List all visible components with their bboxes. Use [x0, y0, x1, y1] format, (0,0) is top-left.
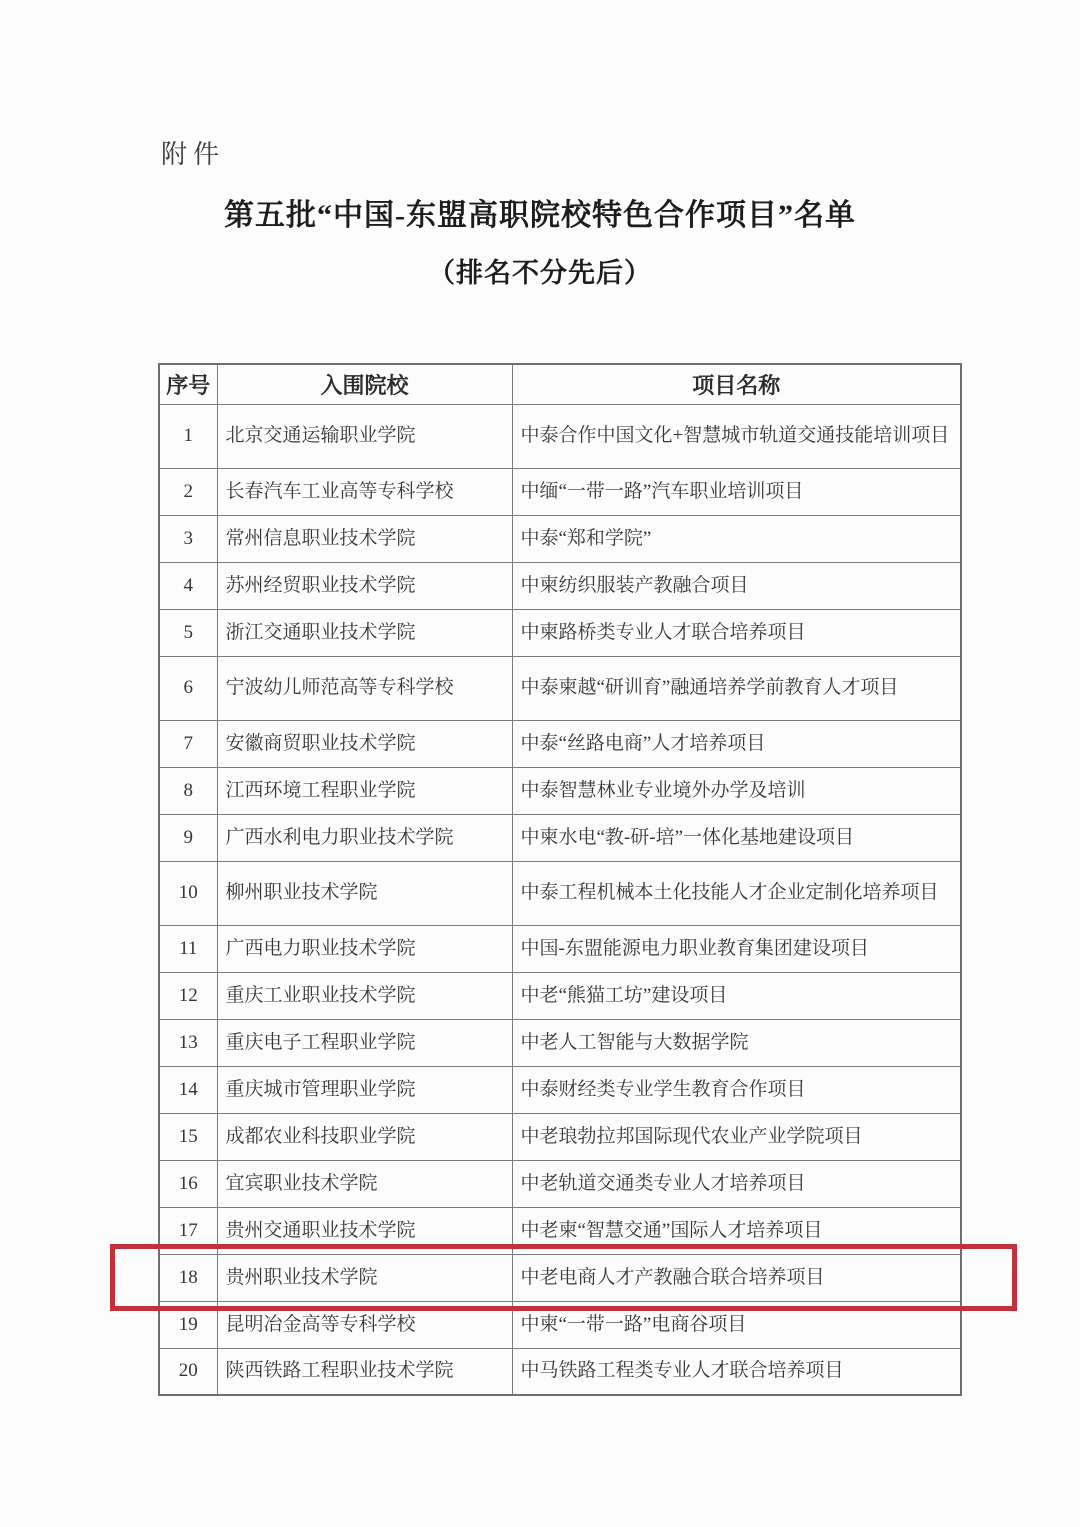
project-name: 中柬路桥类专业人才联合培养项目: [512, 609, 961, 656]
row-number: 5: [159, 609, 217, 656]
project-name: 中泰智慧林业专业境外办学及培训: [512, 767, 961, 814]
school-name: 安徽商贸职业技术学院: [217, 720, 512, 767]
school-name: 昆明冶金高等专科学校: [217, 1301, 512, 1348]
project-name: 中泰柬越“研训育”融通培养学前教育人才项目: [512, 656, 961, 720]
row-number: 2: [159, 468, 217, 515]
document-title: 第五批“中国-东盟高职院校特色合作项目”名单: [224, 199, 856, 232]
school-name: 贵州职业技术学院: [217, 1254, 512, 1301]
school-name: 贵州交通职业技术学院: [217, 1207, 512, 1254]
column-header-school: 入围院校: [217, 364, 512, 404]
row-number: 20: [159, 1348, 217, 1395]
school-name: 长春汽车工业高等专科学校: [217, 468, 512, 515]
school-name: 成都农业科技职业学院: [217, 1113, 512, 1160]
table-row: [159, 515, 961, 562]
row-number: 17: [159, 1207, 217, 1254]
row-number: 16: [159, 1160, 217, 1207]
school-name: 广西电力职业技术学院: [217, 925, 512, 972]
row-number: 13: [159, 1019, 217, 1066]
school-name: 浙江交通职业技术学院: [217, 609, 512, 656]
table-row: [159, 1254, 961, 1301]
table-row: [159, 1160, 961, 1207]
table-header-row: [159, 364, 961, 404]
row-number: 8: [159, 767, 217, 814]
row-number: 3: [159, 515, 217, 562]
project-name: 中老人工智能与大数据学院: [512, 1019, 961, 1066]
table-row: [159, 767, 961, 814]
table-row: [159, 1019, 961, 1066]
row-number: 6: [159, 656, 217, 720]
school-name: 宁波幼儿师范高等专科学校: [217, 656, 512, 720]
project-name: 中老轨道交通类专业人才培养项目: [512, 1160, 961, 1207]
project-name: 中泰合作中国文化+智慧城市轨道交通技能培训项目: [512, 404, 961, 468]
column-header-number: 序号: [159, 364, 217, 404]
school-name: 陕西铁路工程职业技术学院: [217, 1348, 512, 1395]
table-row: [159, 404, 961, 468]
school-name: 重庆工业职业技术学院: [217, 972, 512, 1019]
table-row: [159, 1348, 961, 1395]
row-number: 18: [159, 1254, 217, 1301]
school-name: 江西环境工程职业学院: [217, 767, 512, 814]
row-number: 15: [159, 1113, 217, 1160]
school-name: 常州信息职业技术学院: [217, 515, 512, 562]
table-row: [159, 861, 961, 925]
row-number: 19: [159, 1301, 217, 1348]
project-name: 中柬“一带一路”电商谷项目: [512, 1301, 961, 1348]
row-number: 14: [159, 1066, 217, 1113]
table-row: [159, 1301, 961, 1348]
project-name: 中国-东盟能源电力职业教育集团建设项目: [512, 925, 961, 972]
school-name: 重庆城市管理职业学院: [217, 1066, 512, 1113]
school-name: 广西水利电力职业技术学院: [217, 814, 512, 861]
project-name: 中马铁路工程类专业人才联合培养项目: [512, 1348, 961, 1395]
table-row: [159, 1113, 961, 1160]
row-number: 7: [159, 720, 217, 767]
project-name: 中泰“郑和学院”: [512, 515, 961, 562]
project-name: 中老柬“智慧交通”国际人才培养项目: [512, 1207, 961, 1254]
table-row: [159, 925, 961, 972]
table-row: [159, 562, 961, 609]
attachment-label: 附件: [161, 140, 226, 169]
school-name: 重庆电子工程职业学院: [217, 1019, 512, 1066]
project-name: 中老琅勃拉邦国际现代农业产业学院项目: [512, 1113, 961, 1160]
school-name: 宜宾职业技术学院: [217, 1160, 512, 1207]
projects-table: [158, 363, 962, 1396]
project-name: 中泰“丝路电商”人才培养项目: [512, 720, 961, 767]
row-number: 10: [159, 861, 217, 925]
project-name: 中泰财经类专业学生教育合作项目: [512, 1066, 961, 1113]
project-name: 中老电商人才产教融合联合培养项目: [512, 1254, 961, 1301]
column-header-project: 项目名称: [512, 364, 961, 404]
project-name: 中缅“一带一路”汽车职业培训项目: [512, 468, 961, 515]
project-name: 中柬纺织服装产教融合项目: [512, 562, 961, 609]
table-row: [159, 1066, 961, 1113]
school-name: 柳州职业技术学院: [217, 861, 512, 925]
table-row: [159, 972, 961, 1019]
row-number: 1: [159, 404, 217, 468]
table-row: [159, 814, 961, 861]
table-row: [159, 720, 961, 767]
document-subtitle: （排名不分先后）: [428, 258, 652, 288]
project-name: 中老“熊猫工坊”建设项目: [512, 972, 961, 1019]
row-number: 12: [159, 972, 217, 1019]
project-name: 中柬水电“教-研-培”一体化基地建设项目: [512, 814, 961, 861]
row-number: 11: [159, 925, 217, 972]
row-number: 4: [159, 562, 217, 609]
table-row: [159, 1207, 961, 1254]
school-name: 北京交通运输职业学院: [217, 404, 512, 468]
table-row: [159, 468, 961, 515]
table-row: [159, 656, 961, 720]
school-name: 苏州经贸职业技术学院: [217, 562, 512, 609]
row-number: 9: [159, 814, 217, 861]
project-name: 中泰工程机械本土化技能人才企业定制化培养项目: [512, 861, 961, 925]
table-row: [159, 609, 961, 656]
